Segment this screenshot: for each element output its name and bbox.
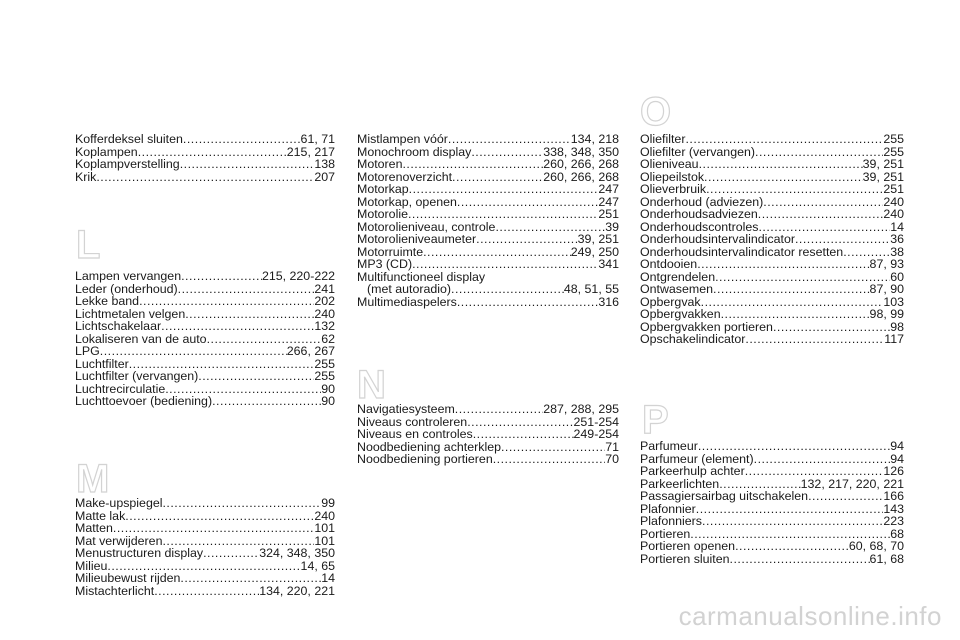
section-letter-m: M [76,457,110,501]
index-entry [357,158,619,171]
index-term: Parkeerhulp achter [640,464,745,478]
dot-leader [501,441,605,454]
index-section-p [640,440,904,565]
index-term: Motorolie [357,207,408,221]
dot-leader [455,403,543,416]
dot-leader [467,416,573,429]
index-pages: 60 [890,269,904,284]
index-entry [640,233,904,246]
dot-leader [409,183,599,196]
dot-leader [203,547,259,560]
index-entry [357,296,619,309]
dot-leader [745,333,884,346]
dot-leader [721,308,870,321]
index-entry [75,370,335,383]
index-term: Koplampen [75,144,138,159]
index-term: Onderhoudscontroles [640,219,759,234]
index-entry [75,522,335,535]
dot-leader [457,196,598,209]
index-entry [75,547,335,560]
index-term: Portieren sluiten [640,551,730,566]
index-term: Parfumeur (element) [640,451,754,466]
index-pages: 134, 218 [570,132,619,146]
index-term: Matten [75,521,113,535]
index-pages: 324, 348, 350 [259,546,335,560]
index-term: Noodbediening achterklep [357,439,501,454]
index-entry [357,403,619,416]
index-section-l [75,270,335,408]
section-letter-p: P [642,398,669,442]
dot-leader [162,497,321,510]
index-pages: 240 [883,194,904,209]
index-pages: 255 [314,356,335,371]
index-entry [640,158,904,171]
index-pages: 98 [890,319,904,334]
index-pages: 87, 93 [869,257,904,271]
index-pages: 39 [605,219,619,234]
index-entry [357,183,619,196]
index-pages: 39, 251 [862,169,904,184]
index-term: Milieu [75,558,108,573]
index-term: Parfumeur [640,439,698,453]
index-section-m [75,497,335,597]
index-entry [357,133,619,146]
index-term: Mat verwijderen [75,533,163,548]
dot-leader [457,296,598,309]
index-pages: 36 [890,232,904,246]
dot-leader [745,465,884,478]
dot-leader [696,503,884,516]
index-term: Olieniveau [640,157,699,171]
index-pages: 202 [314,294,335,308]
index-entry [75,270,335,283]
index-term: Portieren [640,526,691,541]
index-pages: 247 [598,182,619,196]
index-pages: 98, 99 [869,307,904,321]
section-letter-n: N [357,363,386,407]
section-letter-o: O [640,90,672,134]
index-term: Onderhoudsintervalindicator resetten [640,244,844,259]
index-term: Make-upspiegel [75,496,163,510]
section-letter-l: L [76,223,101,267]
index-term: Multifunctioneel display [357,269,486,284]
index-term: Menustructuren display [75,546,204,560]
index-pages: 39, 251 [862,157,904,171]
dot-leader [139,295,314,308]
index-term: Opbergvakken portieren [640,319,773,334]
index-term: Onderhoudsintervalindicator [640,232,795,246]
index-entry [640,208,904,221]
index-pages: 207 [314,169,335,184]
index-pages: 240 [314,508,335,523]
index-section-n [357,403,619,466]
index-term: Luchttoevoer (bediening) [75,394,213,408]
dot-leader [154,585,259,598]
index-term: Krik [75,169,97,184]
index-pages: 14 [890,219,904,234]
index-pages: 103 [883,294,904,309]
index-section-k [75,133,335,183]
index-pages: 241 [314,281,335,296]
index-pages: 266, 267 [286,344,335,358]
index-entry [75,395,335,408]
index-entry [640,183,904,196]
dot-leader [697,258,869,271]
index-entry [75,320,335,333]
dot-leader [181,270,262,283]
index-pages: 48, 51, 55 [563,282,619,296]
index-entry [75,345,335,358]
index-section-m-continued [357,133,619,308]
index-term: Motorruimte [357,244,424,259]
dot-leader [702,515,883,528]
index-term: MP3 (CD) [357,257,413,271]
index-pages: 132, 217, 220, 221 [800,476,904,491]
index-pages: 338, 348, 350 [543,144,619,159]
index-term: Milieubewust rijden [75,571,181,585]
watermark-text: carmanualsonline.info [678,601,942,631]
index-pages: 90 [321,394,335,408]
dot-leader [408,208,598,221]
index-entry [357,208,619,221]
index-term: Luchtrecirculatie [75,381,166,396]
index-term: Niveaus controleren [357,414,468,429]
index-pages: 61, 68 [869,551,904,566]
index-term: Passagiersairbag uitschakelen [640,489,809,503]
index-term: Motorenoverzicht [357,169,453,184]
index-pages: 251-254 [573,414,619,429]
index-term: Onderhoudsadviezen [640,207,758,221]
index-term: Plafonnier [640,501,696,516]
dot-leader [185,308,314,321]
index-term: Opbergvakken [640,307,721,321]
index-entry [75,171,335,184]
index-entry [357,258,619,271]
index-entry [75,572,335,585]
index-term: Oliepeilstok [640,169,705,184]
index-pages: 117 [884,332,904,346]
index-pages: 61, 71 [300,132,335,146]
dot-leader [452,171,543,184]
index-term: Luchtfilter (vervangen) [75,369,199,383]
dot-leader [754,453,891,466]
dot-leader [448,133,571,146]
index-section-o [640,133,904,346]
dot-leader [180,572,321,585]
index-term: Ontdooien [640,257,698,271]
dot-leader [113,522,314,535]
index-pages: 90 [321,381,335,396]
index-term: Navigatiesysteem [357,402,455,416]
index-pages: 94 [890,439,904,453]
dot-leader [96,171,314,184]
index-pages: 99 [321,496,335,510]
index-term: Lampen vervangen [75,269,182,283]
index-entry [357,453,619,466]
index-pages: 94 [890,451,904,466]
index-pages: 249-254 [573,427,619,441]
dot-leader [795,233,890,246]
dot-leader [735,540,849,553]
index-term: Oliefilter [640,132,686,146]
dot-leader [212,395,321,408]
index-entry [75,295,335,308]
index-term: Motorolieniveau, controle [357,219,496,234]
index-pages: 255 [314,369,335,383]
index-pages: 134, 220, 221 [259,583,335,598]
index-term: Parkeerlichten [640,476,720,491]
index-term: Olieverbruik [640,182,707,196]
index-pages: 14 [321,571,335,585]
dot-leader [704,171,863,184]
dot-leader [713,283,870,296]
index-pages: 260, 266, 268 [543,169,619,184]
index-entry [75,133,335,146]
index-pages: 223 [883,514,904,528]
index-term: Leder (onderhoud) [75,281,178,296]
dot-leader [161,320,314,333]
index-entry [640,308,904,321]
index-term: Ontgrendelen [640,269,716,284]
index-term: Lokaliseren van de auto [75,331,207,346]
index-entry [640,440,904,453]
index-entry [357,283,619,296]
index-pages: 68 [890,526,904,541]
index-term: Noodbediening portieren [357,452,493,466]
index-term: Matte lak [75,508,126,523]
index-term: Motorkap, openen [357,194,457,209]
index-term: Motorolieniveaumeter [357,232,477,246]
index-entry [640,283,904,296]
index-pages: 101 [314,521,335,535]
index-term: Koplampverstelling [75,157,180,171]
dot-leader [402,158,543,171]
index-pages: 38 [890,244,904,259]
index-pages: 247 [598,194,619,209]
index-term: Multimediaspelers [357,294,457,309]
index-pages: 143 [883,501,904,516]
index-pages: 255 [883,132,904,146]
index-term: Onderhoud (adviezen) [640,194,764,209]
index-entry [357,428,619,441]
index-pages: 287, 288, 295 [543,402,619,416]
index-entry [75,510,335,523]
index-pages: 240 [314,306,335,321]
index-pages: 126 [883,464,904,478]
index-term: Portieren openen [640,539,736,553]
index-term: Lekke band [75,294,140,308]
index-pages: 215, 220-222 [261,269,335,283]
index-term: Niveaus en controles [357,427,473,441]
index-pages: 341 [598,257,619,271]
index-pages: 101 [314,533,335,548]
dot-leader [763,196,883,209]
index-term: Mistlampen vóór [357,132,448,146]
dot-leader [473,428,574,441]
dot-leader [698,440,890,453]
index-term: Opbergvak [640,294,701,309]
dot-leader [758,208,884,221]
dot-leader [476,233,578,246]
index-pages: 14, 65 [300,558,335,573]
dot-leader [178,283,315,296]
dot-leader [180,158,315,171]
index-pages: 316 [598,294,619,309]
index-term: Luchtfilter [75,356,129,371]
index-term: Lichtschakelaar [75,319,162,333]
index-term: Motoren [357,157,403,171]
index-term: Opschakelindicator [640,332,746,346]
index-pages: 132 [314,319,335,333]
dot-leader [706,183,883,196]
index-entry [75,158,335,171]
index-entry [640,490,904,503]
index-term: LPG [75,344,100,358]
dot-leader [423,246,571,259]
index-pages: 60, 68, 70 [848,539,904,553]
index-term: Oliefilter (vervangen) [640,144,756,159]
index-pages: 251 [598,207,619,221]
index-term: Ontwasemen [640,282,714,296]
index-entry [640,540,904,553]
dot-leader [451,283,564,296]
index-entry [640,258,904,271]
index-pages: 255 [883,144,904,159]
index-pages: 39, 251 [577,232,619,246]
index-entry [640,333,904,346]
index-term: Plafonniers [640,514,702,528]
index-pages: 87, 90 [869,282,904,296]
index-term: Lichtmetalen velgen [75,306,186,321]
index-entry [640,465,904,478]
index-term: (met autoradio) [367,282,452,296]
index-pages: 240 [883,207,904,221]
index-pages: 71 [605,439,619,454]
dot-leader [493,453,605,466]
index-entry [640,515,904,528]
dot-leader [685,133,883,146]
dot-leader [730,553,870,566]
index-pages: 249, 250 [570,244,619,259]
dot-leader [198,370,314,383]
dot-leader [183,133,301,146]
dot-leader [808,490,883,503]
dot-leader [715,271,890,284]
index-term: Mistachterlicht [75,583,155,598]
dot-leader [471,146,543,159]
index-pages: 260, 266, 268 [543,157,619,171]
index-pages: 138 [314,157,335,171]
index-pages: 215, 217 [286,144,335,159]
index-pages: 251 [883,182,904,196]
dot-leader [100,345,287,358]
index-entry [357,233,619,246]
index-pages: 70 [605,452,619,466]
index-term: Kofferdeksel sluiten [75,132,183,146]
index-pages: 166 [883,489,904,503]
index-entry [640,133,904,146]
index-term: Monochroom display [357,144,472,159]
index-entry [75,497,335,510]
index-entry [75,585,335,598]
dot-leader [699,158,863,171]
dot-leader [701,296,884,309]
dot-leader [412,258,598,271]
index-entry [640,553,904,566]
dot-leader [773,321,890,334]
index-term: Motorkap [357,182,409,196]
dot-leader [125,510,314,523]
index-pages: 62 [321,331,335,346]
